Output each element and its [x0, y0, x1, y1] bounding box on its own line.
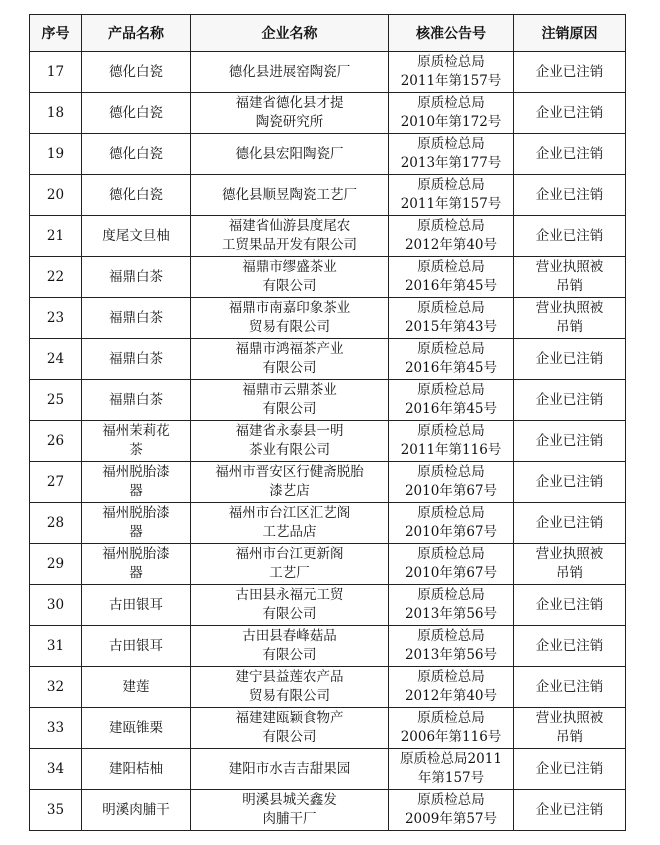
product-name-cell [82, 462, 191, 503]
header-approval-notice: 核准公告号 [389, 15, 514, 52]
cancellation-reason-cell-text: 企业已注销 [535, 760, 604, 777]
serial-number-cell-text: 33 [46, 719, 65, 736]
cancellation-reason-cell-text: 企业已注销 [535, 145, 604, 162]
product-name-cell-text: 福鼎白茶 [109, 350, 163, 367]
cancellation-reason-cell-text: 企业已注销 [535, 104, 604, 121]
serial-number-cell-text: 34 [46, 760, 65, 777]
product-name-cell [82, 544, 191, 585]
cancellation-reason-cell-text: 营业执照被 吊销 [535, 300, 604, 335]
company-name-cell-text: 德化县宏阳陶瓷厂 [235, 145, 344, 162]
company-name-cell [191, 462, 389, 503]
serial-number-cell [30, 667, 82, 708]
table-row [30, 52, 626, 93]
company-name-cell-text: 福建建瓯颖食物产 有限公司 [235, 710, 344, 745]
table-row [30, 93, 626, 134]
product-name-cell [82, 216, 191, 257]
serial-number-cell-text: 22 [46, 268, 65, 285]
approval-notice-cell-text: 原质检总局 2013年第56号 [404, 587, 498, 622]
serial-number-cell [30, 708, 82, 749]
product-name-cell-text: 福州脱胎漆 器 [102, 505, 170, 540]
serial-number-cell-text: 27 [46, 473, 65, 490]
approval-notice-cell-text: 原质检总局 2011年第116号 [400, 423, 502, 458]
company-name-cell-text: 福鼎市缪盛茶业 有限公司 [242, 259, 337, 294]
approval-notice-cell [389, 339, 514, 380]
product-name-cell [82, 421, 191, 462]
company-name-cell-text: 福鼎市鸿福茶产业 有限公司 [235, 341, 344, 376]
cancellation-reason-cell [514, 503, 626, 544]
serial-number-cell [30, 134, 82, 175]
serial-number-cell [30, 544, 82, 585]
approval-notice-cell-text: 原质检总局 2016年第45号 [404, 341, 498, 376]
serial-number-cell-text: 20 [46, 186, 65, 203]
product-name-cell-text: 福鼎白茶 [109, 268, 163, 285]
serial-number-cell-text: 24 [46, 350, 65, 367]
serial-number-cell [30, 380, 82, 421]
company-name-cell-text: 福州市台江区汇艺阁 工艺品店 [228, 505, 351, 540]
cancellation-reason-cell-text: 营业执照被 吊销 [535, 546, 604, 581]
product-name-cell-text: 德化白瓷 [109, 63, 163, 80]
serial-number-cell [30, 749, 82, 790]
product-name-cell [82, 667, 191, 708]
approval-notice-cell [389, 626, 514, 667]
serial-number-cell [30, 175, 82, 216]
approval-notice-cell [389, 462, 514, 503]
approval-notice-cell-text: 原质检总局2011 年第157号 [400, 751, 502, 786]
approval-notice-cell [389, 134, 514, 175]
serial-number-cell-text: 32 [46, 678, 65, 695]
cancellation-reason-cell [514, 585, 626, 626]
cancellation-reason-cell-text: 企业已注销 [535, 473, 604, 490]
approval-notice-cell-text: 原质检总局 2011年第157号 [400, 177, 502, 212]
product-name-cell [82, 790, 191, 831]
company-name-cell [191, 257, 389, 298]
serial-number-cell-text: 21 [46, 227, 65, 244]
approval-notice-cell [389, 52, 514, 93]
company-name-cell-text: 福建省仙游县度尾农 工贸果品开发有限公司 [222, 218, 357, 253]
approval-notice-cell [389, 175, 514, 216]
product-name-cell-text: 福鼎白茶 [109, 391, 163, 408]
approval-notice-cell-text: 原质检总局 2011年第157号 [400, 54, 502, 89]
product-name-cell [82, 298, 191, 339]
table-row [30, 175, 626, 216]
approval-notice-cell-text: 原质检总局 2010年第67号 [404, 505, 498, 540]
company-name-cell [191, 339, 389, 380]
cancellation-reason-cell [514, 667, 626, 708]
header-cancellation-reason: 注销原因 [514, 15, 626, 52]
product-name-cell-text: 明溪肉脯干 [102, 801, 170, 818]
cancellation-reason-cell-text: 营业执照被 吊销 [535, 710, 604, 745]
serial-number-cell [30, 462, 82, 503]
serial-number-cell-text: 18 [46, 104, 65, 121]
cancellation-reason-cell [514, 216, 626, 257]
approval-notice-cell-text: 原质检总局 2010年第67号 [404, 546, 498, 581]
approval-notice-cell [389, 421, 514, 462]
product-name-cell [82, 749, 191, 790]
product-name-cell-text: 古田银耳 [109, 637, 163, 654]
serial-number-cell [30, 421, 82, 462]
product-name-cell-text: 福州茉莉花 茶 [102, 423, 170, 458]
product-name-cell [82, 585, 191, 626]
table-row [30, 380, 626, 421]
cancellation-reason-cell-text: 企业已注销 [535, 596, 604, 613]
revocation-table [29, 14, 626, 831]
cancellation-reason-cell [514, 134, 626, 175]
company-name-cell [191, 52, 389, 93]
approval-notice-cell-text: 原质检总局 2016年第45号 [404, 259, 498, 294]
product-name-cell [82, 626, 191, 667]
approval-notice-cell-text: 原质检总局 2013年第56号 [404, 628, 498, 663]
cancellation-reason-cell-text: 营业执照被 吊销 [535, 259, 604, 294]
company-name-cell-text: 福建省德化县才提 陶瓷研究所 [235, 95, 344, 130]
company-name-cell-text: 古田县春峰菇品 有限公司 [242, 628, 337, 663]
product-name-cell-text: 福鼎白茶 [109, 309, 163, 326]
serial-number-cell-text: 26 [46, 432, 65, 449]
approval-notice-cell-text: 原质检总局 2016年第45号 [404, 382, 498, 417]
product-name-cell-text: 度尾文旦柚 [102, 227, 170, 244]
approval-notice-cell [389, 503, 514, 544]
table-row [30, 298, 626, 339]
company-name-cell [191, 298, 389, 339]
cancellation-reason-cell-text: 企业已注销 [535, 514, 604, 531]
serial-number-cell-text: 23 [46, 309, 65, 326]
header-company-name: 企业名称 [191, 15, 389, 52]
approval-notice-cell [389, 749, 514, 790]
approval-notice-cell-text: 原质检总局 2012年第40号 [404, 218, 498, 253]
table-row [30, 749, 626, 790]
serial-number-cell [30, 257, 82, 298]
product-name-cell-text: 建阳桔柚 [109, 760, 163, 777]
approval-notice-cell-text: 原质检总局 2010年第172号 [400, 95, 502, 130]
product-name-cell-text: 福州脱胎漆 器 [102, 546, 170, 581]
company-name-cell [191, 667, 389, 708]
approval-notice-cell [389, 585, 514, 626]
cancellation-reason-cell [514, 790, 626, 831]
cancellation-reason-cell [514, 421, 626, 462]
table-row [30, 462, 626, 503]
product-name-cell [82, 380, 191, 421]
cancellation-reason-cell-text: 企业已注销 [535, 350, 604, 367]
product-name-cell [82, 93, 191, 134]
company-name-cell-text: 建宁县益莲农产品 贸易有限公司 [235, 669, 344, 704]
table-body [30, 52, 626, 831]
cancellation-reason-cell-text: 企业已注销 [535, 63, 604, 80]
company-name-cell [191, 380, 389, 421]
cancellation-reason-cell [514, 749, 626, 790]
approval-notice-cell [389, 257, 514, 298]
company-name-cell [191, 749, 389, 790]
table-row [30, 257, 626, 298]
table-row [30, 667, 626, 708]
cancellation-reason-cell [514, 544, 626, 585]
header-serial-number: 序号 [30, 15, 82, 52]
table-row [30, 790, 626, 831]
table-row [30, 585, 626, 626]
product-name-cell [82, 175, 191, 216]
approval-notice-cell-text: 原质检总局 2006年第116号 [400, 710, 502, 745]
product-name-cell [82, 503, 191, 544]
cancellation-reason-cell [514, 708, 626, 749]
cancellation-reason-cell [514, 298, 626, 339]
company-name-cell [191, 790, 389, 831]
table-header [30, 15, 626, 52]
cancellation-reason-cell-text: 企业已注销 [535, 432, 604, 449]
product-name-cell-text: 福州脱胎漆 器 [102, 464, 170, 499]
company-name-cell-text: 明溪县城关鑫发 肉脯干厂 [242, 792, 337, 827]
cancellation-reason-cell-text: 企业已注销 [535, 391, 604, 408]
cancellation-reason-cell [514, 626, 626, 667]
company-name-cell-text: 福州市台江更新阁 工艺厂 [235, 546, 344, 581]
company-name-cell [191, 175, 389, 216]
table-row [30, 708, 626, 749]
serial-number-cell [30, 339, 82, 380]
cancellation-reason-cell-text: 企业已注销 [535, 801, 604, 818]
serial-number-cell [30, 93, 82, 134]
header-product-name: 产品名称 [82, 15, 191, 52]
approval-notice-cell [389, 544, 514, 585]
product-name-cell-text: 德化白瓷 [109, 104, 163, 121]
company-name-cell [191, 134, 389, 175]
serial-number-cell-text: 28 [46, 514, 65, 531]
serial-number-cell-text: 30 [46, 596, 65, 613]
cancellation-reason-cell-text: 企业已注销 [535, 637, 604, 654]
company-name-cell [191, 503, 389, 544]
approval-notice-cell [389, 790, 514, 831]
company-name-cell [191, 544, 389, 585]
company-name-cell-text: 福鼎市南嘉印象茶业 贸易有限公司 [228, 300, 351, 335]
serial-number-cell [30, 790, 82, 831]
serial-number-cell-text: 25 [46, 391, 65, 408]
table-row [30, 421, 626, 462]
product-name-cell [82, 52, 191, 93]
table-row [30, 626, 626, 667]
header-row [30, 15, 626, 52]
product-name-cell [82, 257, 191, 298]
company-name-cell [191, 216, 389, 257]
approval-notice-cell [389, 708, 514, 749]
serial-number-cell [30, 216, 82, 257]
table-row [30, 503, 626, 544]
product-name-cell [82, 339, 191, 380]
serial-number-cell [30, 52, 82, 93]
cancellation-reason-cell-text: 企业已注销 [535, 186, 604, 203]
cancellation-reason-cell-text: 企业已注销 [535, 678, 604, 695]
product-name-cell [82, 708, 191, 749]
serial-number-cell-text: 17 [46, 63, 65, 80]
product-name-cell-text: 古田银耳 [109, 596, 163, 613]
serial-number-cell-text: 31 [46, 637, 65, 654]
product-name-cell-text: 建莲 [122, 678, 150, 695]
company-name-cell-text: 建阳市水吉吉甜果园 [228, 760, 351, 777]
serial-number-cell-text: 35 [46, 801, 65, 818]
approval-notice-cell-text: 原质检总局 2010年第67号 [404, 464, 498, 499]
company-name-cell [191, 708, 389, 749]
cancellation-reason-cell [514, 462, 626, 503]
serial-number-cell-text: 19 [46, 145, 65, 162]
cancellation-reason-cell [514, 93, 626, 134]
cancellation-reason-cell-text: 企业已注销 [535, 227, 604, 244]
serial-number-cell [30, 298, 82, 339]
company-name-cell-text: 德化县进展窑陶瓷厂 [228, 63, 351, 80]
product-name-cell-text: 德化白瓷 [109, 186, 163, 203]
company-name-cell-text: 福州市晋安区行健斋脱胎 漆艺店 [215, 464, 364, 499]
company-name-cell-text: 德化县顺昱陶瓷工艺厂 [222, 186, 357, 203]
cancellation-reason-cell [514, 52, 626, 93]
approval-notice-cell-text: 原质检总局 2013年第177号 [400, 136, 502, 171]
approval-notice-cell [389, 298, 514, 339]
approval-notice-cell [389, 380, 514, 421]
table-row [30, 339, 626, 380]
table-row [30, 544, 626, 585]
company-name-cell [191, 93, 389, 134]
company-name-cell-text: 福鼎市云鼎茶业 有限公司 [242, 382, 337, 417]
serial-number-cell [30, 626, 82, 667]
company-name-cell-text: 古田县永福元工贸 有限公司 [235, 587, 344, 622]
cancellation-reason-cell [514, 380, 626, 421]
company-name-cell [191, 585, 389, 626]
approval-notice-cell [389, 216, 514, 257]
approval-notice-cell-text: 原质检总局 2009年第57号 [404, 792, 498, 827]
cancellation-reason-cell [514, 175, 626, 216]
serial-number-cell [30, 503, 82, 544]
company-name-cell [191, 421, 389, 462]
approval-notice-cell-text: 原质检总局 2012年第40号 [404, 669, 498, 704]
approval-notice-cell [389, 93, 514, 134]
product-name-cell-text: 德化白瓷 [109, 145, 163, 162]
cancellation-reason-cell [514, 339, 626, 380]
company-name-cell [191, 626, 389, 667]
table-row [30, 134, 626, 175]
product-name-cell-text: 建瓯锥栗 [109, 719, 163, 736]
approval-notice-cell [389, 667, 514, 708]
cancellation-reason-cell [514, 257, 626, 298]
company-name-cell-text: 福建省永泰县一明 茶业有限公司 [235, 423, 344, 458]
table-row [30, 216, 626, 257]
approval-notice-cell-text: 原质检总局 2015年第43号 [404, 300, 498, 335]
serial-number-cell-text: 29 [46, 555, 65, 572]
product-name-cell [82, 134, 191, 175]
serial-number-cell [30, 585, 82, 626]
